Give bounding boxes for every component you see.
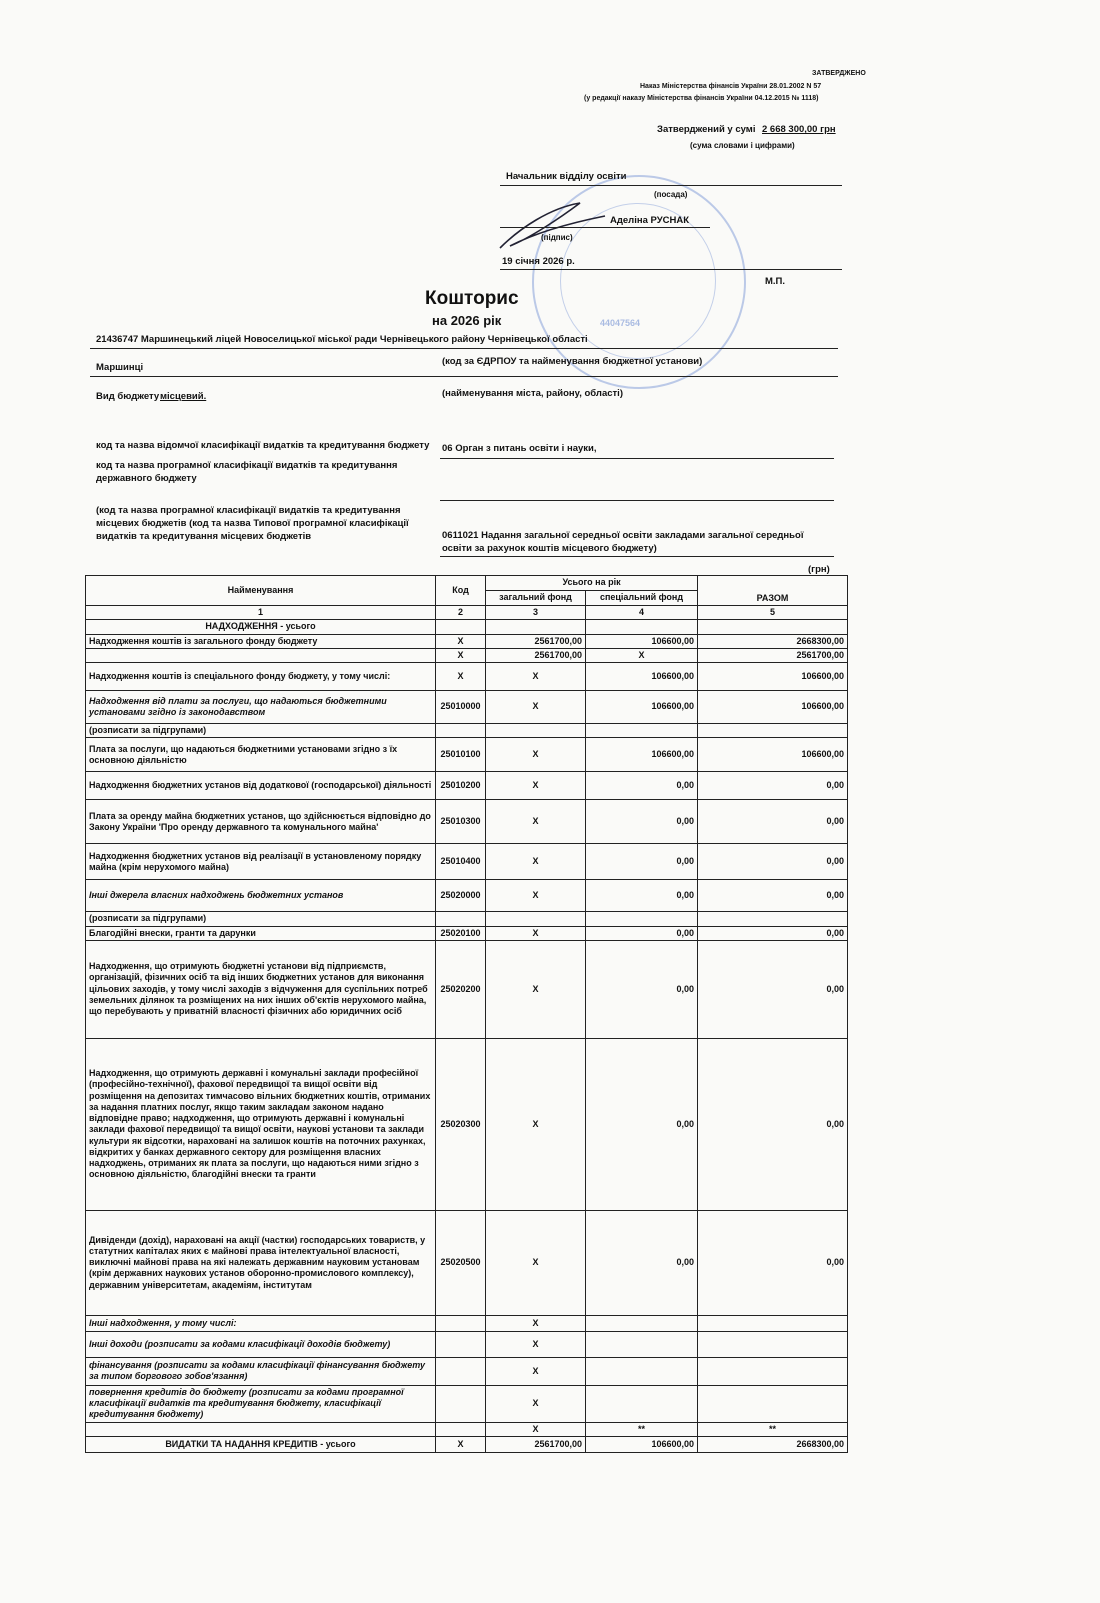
row-code: 25020300 xyxy=(436,1038,486,1210)
row-name: Інші надходження, у тому числі: xyxy=(86,1315,436,1331)
row-special: 0,00 xyxy=(586,1038,698,1210)
table-row xyxy=(86,926,848,940)
row-code: 25010300 xyxy=(436,800,486,844)
row-special: 106600,00 xyxy=(586,738,698,772)
col-num-2: 2 xyxy=(436,606,486,620)
table-row xyxy=(86,1422,848,1436)
row-total xyxy=(698,1331,848,1357)
row-code: 25020100 xyxy=(436,926,486,940)
row-special: 0,00 xyxy=(586,772,698,800)
date-line xyxy=(500,269,842,270)
row-special: X xyxy=(586,648,698,662)
row-general: X xyxy=(486,880,586,912)
row-total: 106600,00 xyxy=(698,691,848,724)
row-special: 0,00 xyxy=(586,926,698,940)
row-special xyxy=(586,1385,698,1422)
col-num-1: 1 xyxy=(86,606,436,620)
row-special xyxy=(586,912,698,926)
table-row xyxy=(86,724,848,738)
row-total: 2668300,00 xyxy=(698,1436,848,1452)
row-special xyxy=(586,620,698,634)
estimate-table xyxy=(85,575,848,1453)
row-general: 2561700,00 xyxy=(486,1436,586,1452)
row-name: повернення кредитів до бюджету (розписати за кодами програмної класифікації видатків та кредитування бюджету, класифікації кредитування бюджету) xyxy=(86,1385,436,1422)
doc-year: на 2026 рік xyxy=(432,313,502,328)
row-name: Надходження бюджетних установ від реалізації в установленому порядку майна (крім нерухомого майна) xyxy=(86,844,436,880)
row-special: 0,00 xyxy=(586,800,698,844)
row-general: X xyxy=(486,844,586,880)
signature-line xyxy=(500,227,710,228)
budget-type-value: місцевий. xyxy=(160,391,207,402)
row-code: X xyxy=(436,663,486,691)
sum-value: 2 668 300,00 грн xyxy=(762,124,836,135)
row-name: Благодійні внески, гранти та дарунки xyxy=(86,926,436,940)
row-code: 25020200 xyxy=(436,940,486,1038)
row-total xyxy=(698,1357,848,1385)
row-general: 2561700,00 xyxy=(486,648,586,662)
row-name: Надходження коштів із загального фонду бюджету xyxy=(86,634,436,648)
row-code xyxy=(436,724,486,738)
row-code: 25020000 xyxy=(436,880,486,912)
row-special xyxy=(586,724,698,738)
table-row xyxy=(86,620,848,634)
table-row xyxy=(86,691,848,724)
row-special: 0,00 xyxy=(586,1210,698,1315)
row-name: Плата за послуги, що надаються бюджетними установами згідно з їх основною діяльністю xyxy=(86,738,436,772)
row-total xyxy=(698,620,848,634)
vidomchoi-label: код та назва відомчої класифікації видатків та кредитування бюджету xyxy=(96,440,430,451)
row-code: 25010000 xyxy=(436,691,486,724)
row-general xyxy=(486,724,586,738)
row-special xyxy=(586,1357,698,1385)
row-total: 2561700,00 xyxy=(698,648,848,662)
row-name: Надходження, що отримують державні і комунальні заклади професійної (професійно-технічної), фахової передвищої та вищої освіти від розміщення на депозитах тимчасово вільних бюджетних коштів, отриманих за надання платних послуг, якщо таким закладам законом надано відповідне право; надходження, що отримують державні і комунальні заклади фахової передвищої та вищої освіти, наукові установи та заклади культури як відсотки, нараховані на залишок коштів на поточних рахунках, відкритих у банках державного сектору для розміщення власних надходжень, отриманих як плата за послуги, що надаються ними згідно з основною діяльністю, благодійні внески та гранти xyxy=(86,1038,436,1210)
table-row xyxy=(86,912,848,926)
unit-label: (грн) xyxy=(808,564,830,575)
table-row xyxy=(86,663,848,691)
signer-name: Аделіна РУСНАК xyxy=(610,215,690,226)
row-name: Інші джерела власних надходжень бюджетних установ xyxy=(86,880,436,912)
row-name: (розписати за підгрупами) xyxy=(86,912,436,926)
row-name: НАДХОДЖЕННЯ - усього xyxy=(86,620,436,634)
approval-date: 19 січня 2026 р. xyxy=(502,256,575,267)
row-code xyxy=(436,1315,486,1331)
row-code: X xyxy=(436,1436,486,1452)
row-total xyxy=(698,1315,848,1331)
order-line-2: (у редакції наказу Міністерства фінансів України 04.12.2015 № 1118) xyxy=(584,95,819,102)
row-total: 0,00 xyxy=(698,926,848,940)
header-sum: РАЗОМ xyxy=(698,576,848,606)
header-total-year: Усього на рік xyxy=(486,576,698,591)
row-general: X xyxy=(486,691,586,724)
signature-hint: (підпис) xyxy=(541,233,573,242)
row-code: 25010400 xyxy=(436,844,486,880)
row-total: 0,00 xyxy=(698,880,848,912)
row-total: 0,00 xyxy=(698,844,848,880)
row-total: 0,00 xyxy=(698,940,848,1038)
row-general: X xyxy=(486,1385,586,1422)
row-total xyxy=(698,912,848,926)
program-local-underline xyxy=(440,556,834,557)
row-name: Плата за оренду майна бюджетних установ, що здійснюється відповідно до Закону України 'Про оренду державного та комунального майна' xyxy=(86,800,436,844)
table-row xyxy=(86,738,848,772)
row-name xyxy=(86,648,436,662)
row-code: X xyxy=(436,648,486,662)
row-general: X xyxy=(486,1422,586,1436)
city-underline xyxy=(90,376,838,377)
col-num-5: 5 xyxy=(698,606,848,620)
row-general: X xyxy=(486,1315,586,1331)
program-local-label: (код та назва програмної класифікації видатків та кредитування місцевих бюджетів (код та назва Типової програмної класифікації видатків та кредитування місцевих бюджетів xyxy=(96,505,409,542)
row-total: 106600,00 xyxy=(698,663,848,691)
row-code xyxy=(436,1422,486,1436)
row-total xyxy=(698,1385,848,1422)
position-line xyxy=(500,185,842,186)
order-line-1: Наказ Міністерства фінансів України 28.01.2002 N 57 xyxy=(640,83,822,90)
table-row xyxy=(86,844,848,880)
institution-line: 21436747 Маршинецький ліцей Новоселицької міської ради Чернівецького району Чернівецької області xyxy=(96,334,588,345)
table-row xyxy=(86,648,848,662)
row-special: 106600,00 xyxy=(586,634,698,648)
row-name: фінансування (розписати за кодами класифікації фінансування бюджету за типом боргового зобов'язання) xyxy=(86,1357,436,1385)
row-special: 0,00 xyxy=(586,880,698,912)
row-total: 0,00 xyxy=(698,772,848,800)
table-row xyxy=(86,1331,848,1357)
row-code: 25020500 xyxy=(436,1210,486,1315)
row-general: X xyxy=(486,772,586,800)
row-total: 0,00 xyxy=(698,1210,848,1315)
table-row xyxy=(86,634,848,648)
vidomchoi-underline xyxy=(440,458,834,459)
row-total: ** xyxy=(698,1422,848,1436)
row-general: X xyxy=(486,663,586,691)
row-general: X xyxy=(486,1357,586,1385)
row-special xyxy=(586,1315,698,1331)
row-name: ВИДАТКИ ТА НАДАННЯ КРЕДИТІВ - усього xyxy=(86,1436,436,1452)
header-name: Найменування xyxy=(86,576,436,606)
table-row xyxy=(86,1038,848,1210)
row-general: X xyxy=(486,800,586,844)
program-state-underline xyxy=(440,500,834,501)
row-name: Дивіденди (дохід), нараховані на акції (частки) господарських товариств, у статутних капіталах яких є майнові права інтелектуальної власності, виключні майнові права на які належать державним науковим установам (крім державних наукових установ оборонно-промислового комплексу), державним університетам, академіям, інститутам xyxy=(86,1210,436,1315)
row-name: Надходження коштів із спеціального фонду бюджету, у тому числі: xyxy=(86,663,436,691)
row-total: 0,00 xyxy=(698,800,848,844)
signature xyxy=(490,198,620,258)
row-name: (розписати за підгрупами) xyxy=(86,724,436,738)
approved-label: ЗАТВЕРДЖЕНО xyxy=(812,70,866,77)
table-row xyxy=(86,800,848,844)
position-title: Начальник відділу освіти xyxy=(506,171,627,182)
row-general: X xyxy=(486,1210,586,1315)
row-general: 2561700,00 xyxy=(486,634,586,648)
row-total: 106600,00 xyxy=(698,738,848,772)
sum-hint: (сума словами і цифрами) xyxy=(690,141,795,150)
city-name: Маршинці xyxy=(96,362,144,373)
col-num-3: 3 xyxy=(486,606,586,620)
row-general: X xyxy=(486,940,586,1038)
row-total xyxy=(698,724,848,738)
row-general: X xyxy=(486,926,586,940)
row-special: 106600,00 xyxy=(586,691,698,724)
header-code: Код xyxy=(436,576,486,606)
row-general: X xyxy=(486,738,586,772)
table-row xyxy=(86,772,848,800)
header-general-fund: загальний фонд xyxy=(486,591,586,606)
sum-label: Затверджений у сумі xyxy=(657,124,756,135)
stamp-code: 44047564 xyxy=(600,318,641,328)
row-name xyxy=(86,1422,436,1436)
row-name: Інші доходи (розписати за кодами класифікації доходів бюджету) xyxy=(86,1331,436,1357)
row-name: Надходження від плати за послуги, що надаються бюджетними установами згідно із законодавством xyxy=(86,691,436,724)
table-row xyxy=(86,1357,848,1385)
budget-type-label: Вид бюджету xyxy=(96,391,160,402)
row-code xyxy=(436,1331,486,1357)
row-general: X xyxy=(486,1038,586,1210)
table-row xyxy=(86,940,848,1038)
row-special: ** xyxy=(586,1422,698,1436)
program-local-value: 0611021 Надання загальної середньої освіти закладами загальної середньої освіти за рахунок коштів місцевого бюджету) xyxy=(442,530,804,554)
header-special-fund: спеціальний фонд xyxy=(586,591,698,606)
vidomchoi-value: 06 Орган з питань освіти і науки, xyxy=(442,443,597,454)
col-num-4: 4 xyxy=(586,606,698,620)
row-special: 106600,00 xyxy=(586,1436,698,1452)
row-general xyxy=(486,620,586,634)
row-special: 0,00 xyxy=(586,940,698,1038)
position-hint: (посада) xyxy=(654,190,688,199)
row-general xyxy=(486,912,586,926)
table-row xyxy=(86,1436,848,1452)
row-special: 106600,00 xyxy=(586,663,698,691)
row-code: 25010100 xyxy=(436,738,486,772)
doc-title: Кошторис xyxy=(425,288,519,309)
row-code xyxy=(436,1385,486,1422)
mp-label: М.П. xyxy=(765,276,786,287)
row-code: X xyxy=(436,634,486,648)
row-name: Надходження, що отримують бюджетні установи від підприємств, організацій, фізичних осіб та від інших бюджетних установ для виконання цільових заходів, у тому числі заходів з відчуження для суспільних потреб земельних ділянок та розміщених на них інших об'єктів нерухомого майна, що перебувають у приватній власності фізичних або юридичних осіб xyxy=(86,940,436,1038)
institution-underline xyxy=(90,348,838,349)
row-code: 25010200 xyxy=(436,772,486,800)
row-name: Надходження бюджетних установ від додаткової (господарської) діяльності xyxy=(86,772,436,800)
program-state-label: код та назва програмної класифікації видатків та кредитування державного бюджету xyxy=(96,460,398,484)
table-row xyxy=(86,1315,848,1331)
row-special: 0,00 xyxy=(586,844,698,880)
table-row xyxy=(86,880,848,912)
city-hint: (найменування міста, району, області) xyxy=(442,388,623,399)
row-code xyxy=(436,1357,486,1385)
row-general: X xyxy=(486,1331,586,1357)
row-total: 2668300,00 xyxy=(698,634,848,648)
row-code xyxy=(436,912,486,926)
row-code xyxy=(436,620,486,634)
table-row xyxy=(86,1385,848,1422)
table-row xyxy=(86,1210,848,1315)
institution-hint: (код за ЄДРПОУ та найменування бюджетної установи) xyxy=(442,356,703,367)
row-total: 0,00 xyxy=(698,1038,848,1210)
row-special xyxy=(586,1331,698,1357)
